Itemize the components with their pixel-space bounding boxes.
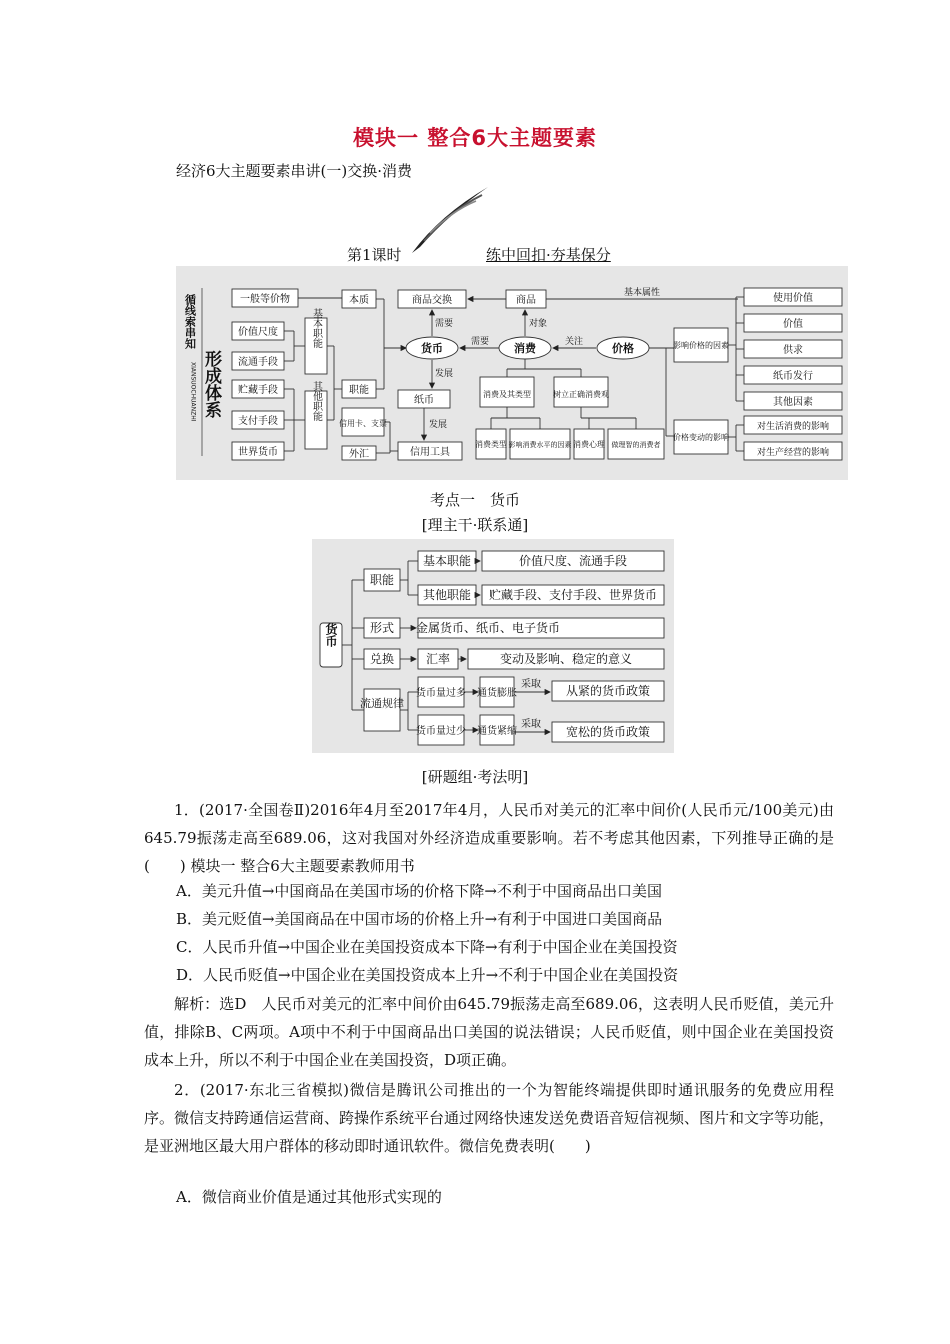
node-store: 贮藏手段 <box>238 385 278 396</box>
lesson-tag: 练中回扣·夯基保分 <box>486 246 611 264</box>
node-c-type: 消费类型 <box>475 440 507 449</box>
money-tight: 从紧的货币政策 <box>565 684 651 698</box>
node-commodity: 商品 <box>516 295 536 306</box>
money-too-much: 货币量过多 <box>416 688 466 699</box>
money-basic-detail: 价值尺度、流通手段 <box>518 554 628 568</box>
node-price: 价格 <box>612 342 634 355</box>
question-1-option-a: A．美元升值→中国商品在美国市场的价格下降→不利于中国商品出口美国 <box>176 882 662 900</box>
node-price-change: 价格变动的影响 <box>673 433 729 442</box>
node-value: 价值 <box>783 319 803 330</box>
page-title: 模块一 整合6大主题要素 <box>353 126 597 150</box>
node-world: 世界货币 <box>238 447 278 458</box>
node-equiv: 一般等价物 <box>240 294 290 305</box>
edge-focus: 关注 <box>564 337 584 347</box>
edge-dev2: 发展 <box>428 420 448 430</box>
question-1-option-c: C．人民币升值→中国企业在美国投资成本下降→有利于中国企业在美国投资 <box>176 938 678 956</box>
node-type-factors: 消费及其类型 <box>483 390 531 399</box>
node-c-level: 影响消费水平的因素 <box>508 441 572 449</box>
money-rate-detail: 变动及影响、稳定的意义 <box>499 652 633 666</box>
money-root: 货币 <box>324 623 338 647</box>
money-diagram <box>312 539 674 753</box>
node-paper: 纸币 <box>414 395 434 406</box>
money-deflation: 通货紧缩 <box>477 726 517 737</box>
big-title: 形成体系 <box>201 350 221 418</box>
money-other: 其他职能 <box>422 588 472 602</box>
money-other-detail: 贮藏手段、支付手段、世界货币 <box>488 588 658 602</box>
question-1-option-b: B．美元贬值→美国商品在中国市场的价格上升→有利于中国进口美国商品 <box>176 910 663 928</box>
side-pinyin: XIANSUOCHUANZHI <box>189 362 197 422</box>
money-adopt1: 采取 <box>521 679 541 690</box>
section-sub-1: [理主干·联系通] <box>421 516 529 534</box>
node-basic: 基本职能 <box>310 308 322 348</box>
money-law: 流通规律 <box>360 697 404 710</box>
page-subtitle: 经济6大主题要素串讲(一)交换·消费 <box>176 162 413 180</box>
node-life-impact: 对生活消费的影响 <box>756 422 830 432</box>
node-concept: 树立正确消费观 <box>553 390 609 399</box>
money-form: 形式 <box>369 621 395 635</box>
question-2-stem: 2．(2017·东北三省模拟)微信是腾讯公司推出的一个为智能终端提供即时通讯服务的免费应用程序。微信支持跨通信运营商、跨操作系统平台通过网络快速发送免费语音短信视频、图片和文字等功能，是亚洲地区最大用户群体的移动即时通讯软件。微信免费表明( ) <box>144 1081 835 1155</box>
node-price-factors: 影响价格的因素 <box>673 341 729 350</box>
money-too-little: 货币量过少 <box>416 726 466 737</box>
edge-attr: 基本属性 <box>623 288 661 298</box>
question-2-option-a: A．微信商业价值是通过其他形式实现的 <box>176 1188 442 1206</box>
money-inflation: 通货膨胀 <box>477 688 517 699</box>
edge-need1: 需要 <box>434 319 454 329</box>
lesson-label: 第1课时 <box>347 246 402 264</box>
edge-need2: 需要 <box>470 337 490 347</box>
node-c-psych: 消费心理 <box>573 440 605 449</box>
money-basic: 基本职能 <box>422 554 472 568</box>
edge-object: 对象 <box>528 319 548 329</box>
section-sub-2: [研题组·考法明] <box>421 768 529 786</box>
money-rate: 汇率 <box>425 652 451 666</box>
question-1-stem: 1．(2017·全国卷Ⅱ)2016年4月至2017年4月，人民币对美元的汇率中间价(人民币元/100美元)由645.79振荡走高至689.06，这对我国对外经济造成重要影响。若不考虑其他因素，下列推导正确的是( ) 模块一 整合6大主题要素教师用书 <box>144 801 834 875</box>
node-other-factors: 其他因素 <box>773 397 813 408</box>
node-supply: 供求 <box>783 345 803 356</box>
node-circulate: 流通手段 <box>238 357 278 368</box>
money-loose: 宽松的货币政策 <box>565 725 651 739</box>
node-c-wise: 做理智的消费者 <box>611 441 661 449</box>
node-measure: 价值尺度 <box>238 327 278 338</box>
money-adopt2: 采取 <box>521 719 541 730</box>
node-use-value: 使用价值 <box>773 293 813 304</box>
money-functions: 职能 <box>369 573 395 587</box>
knowledge-system-diagram <box>176 266 848 480</box>
side-title: 循线索串知 <box>183 294 197 349</box>
money-form-detail: 金属货币、纸币、电子货币 <box>415 621 561 635</box>
node-payment: 支付手段 <box>238 416 278 427</box>
node-credit-card: 信用卡、支票 <box>339 419 387 428</box>
question-1-option-d: D．人民币贬值→中国企业在美国投资成本上升→不利于中国企业在美国投资 <box>176 966 679 984</box>
edge-dev1: 发展 <box>434 369 454 379</box>
node-credit-tool: 信用工具 <box>410 447 450 458</box>
question-1-analysis: 解析：选D 人民币对美元的汇率中间价由645.79振荡走高至689.06，这表明人民币贬值，美元升值，排除B、C两项。A项中不利于中国商品出口美国的说法错误；人民币贬值，则中国企业在美国投资成本上升，所以不利于中国企业在美国投资，D项正确。 <box>144 995 834 1069</box>
node-other: 其他职能 <box>310 381 322 421</box>
section-heading-money: 考点一 货币 <box>429 491 520 509</box>
node-forex: 外汇 <box>349 449 369 460</box>
node-prod-impact: 对生产经营的影响 <box>756 448 830 458</box>
node-function: 职能 <box>349 385 369 396</box>
node-exchange: 商品交换 <box>412 295 452 306</box>
money-exchange: 兑换 <box>369 652 395 666</box>
node-paper-issue: 纸币发行 <box>773 371 813 382</box>
swoosh-icon <box>410 185 490 255</box>
node-money: 货币 <box>421 342 443 355</box>
node-consume: 消费 <box>514 342 536 355</box>
node-essence: 本质 <box>349 295 369 306</box>
